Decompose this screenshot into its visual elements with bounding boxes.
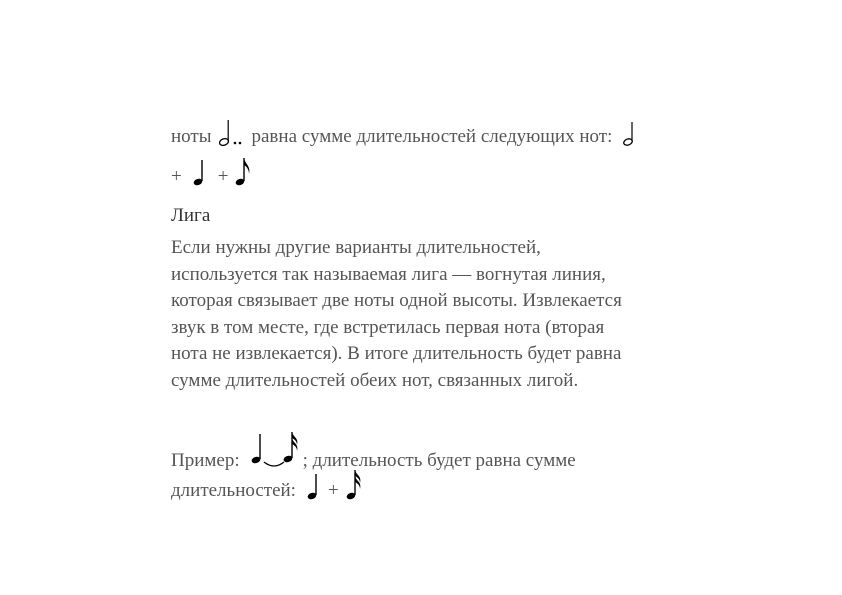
half-note-icon (622, 120, 636, 148)
plus-sign: + (171, 166, 182, 187)
paragraph-text: которая связывает две ноты одной высоты. Извлекается (171, 290, 622, 311)
paragraph-line (171, 264, 606, 286)
paragraph-line (171, 237, 541, 259)
paragraph-text: звук в том месте, где встретилась первая нота (вторая (171, 317, 605, 338)
eighth-note-icon (234, 156, 252, 188)
example-line2-label: длительностей: (171, 480, 296, 501)
quarter-note-icon (192, 158, 206, 188)
heading-text: Лига (171, 205, 211, 226)
example-line-1 (171, 430, 576, 472)
line1-prefix: ноты (171, 126, 212, 147)
paragraph-text: нота не извлекается). В итоге длительность будет равна (171, 343, 622, 364)
section-heading (171, 205, 210, 227)
paragraph-line (171, 290, 622, 312)
paragraph-text: сумме длительностей обеих нот, связанных лигой. (171, 370, 579, 391)
paragraph-text: Если нужны другие варианты длительностей, (171, 237, 541, 258)
plus-sign: + (327, 480, 339, 501)
line-1 (171, 118, 636, 148)
example-label: Пример: (171, 450, 240, 471)
paragraph-line (171, 343, 621, 365)
paragraph-line (171, 317, 604, 339)
sixteenth-note-icon (345, 468, 363, 502)
line1-middle: равна сумме длительностей следующих нот: (251, 126, 613, 147)
paragraph-line (171, 370, 578, 392)
example-after: ; длительность будет равна сумме (302, 450, 576, 471)
paragraph-text: используется так называемая лига — вогнутая линия, (171, 264, 606, 285)
line-2 (171, 156, 252, 188)
double-dotted-half-note-icon (218, 118, 246, 148)
plus-sign: + (217, 166, 229, 187)
example-line-2 (171, 468, 363, 502)
quarter-note-icon (306, 472, 320, 502)
tied-quarter-sixteenth-icon (250, 430, 300, 472)
